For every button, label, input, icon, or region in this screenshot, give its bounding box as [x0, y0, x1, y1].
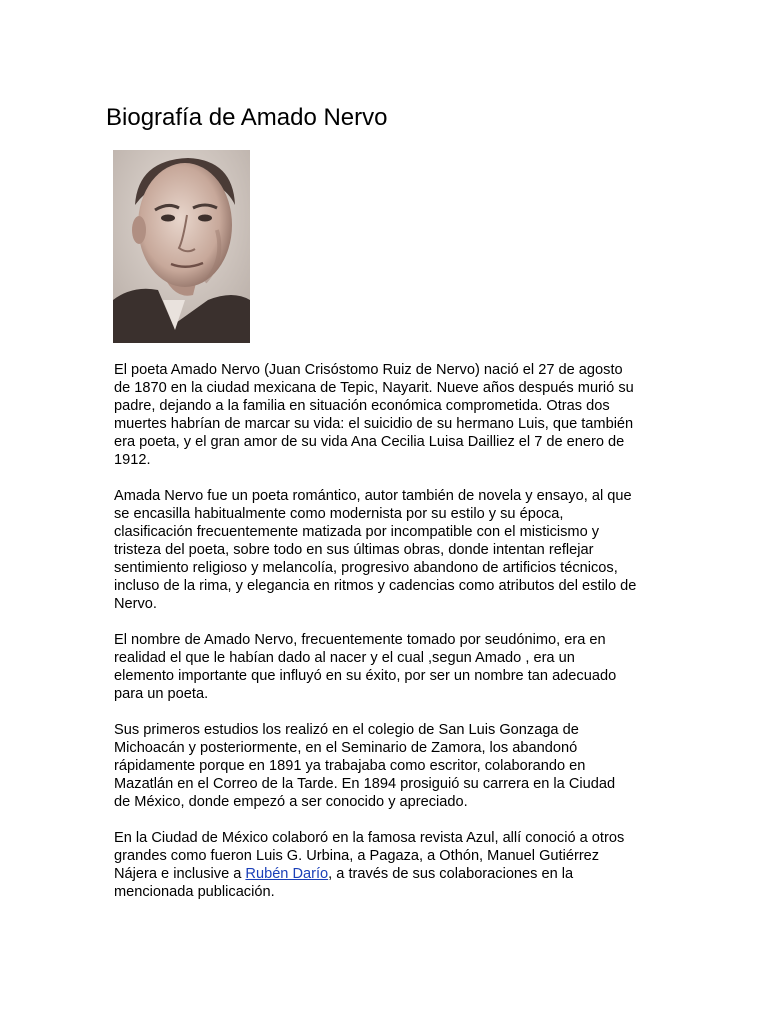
text-line: para un poeta. — [114, 686, 209, 702]
text-line: sentimiento religioso y melancolía, progresivo abandono de artificios técnicos, — [114, 560, 618, 576]
paragraph-3 — [114, 631, 662, 703]
text-line: rápidamente porque en 1891 ya trabajaba como escritor, colaborando en — [114, 758, 586, 774]
biography-body — [114, 361, 662, 919]
text-line: En la Ciudad de México colaboró en la famosa revista Azul, allí conoció a otros — [114, 830, 625, 846]
text-line: Michoacán y posteriormente, en el Seminario de Zamora, los abandonó — [114, 740, 578, 756]
text-line-with-link — [114, 865, 662, 883]
text-line: incluso de la rima, y elegancia en ritmos y cadencias como atributos del estilo de — [114, 578, 637, 594]
text-line: era poeta, y el gran amor de su vida Ana Cecilia Luisa Dailliez el 7 de enero de — [114, 434, 625, 450]
text-line: tristeza del poeta, sobre todo en sus últimas obras, donde intentan reflejar — [114, 542, 594, 558]
text-segment: Nájera e inclusive a — [114, 866, 246, 882]
text-line: padre, dejando a la familia en situación económica comprometida. Otras dos — [114, 398, 610, 414]
text-line: El nombre de Amado Nervo, frecuentemente tomado por seudónimo, era en — [114, 632, 606, 648]
text-line: mencionada publicación. — [114, 884, 275, 900]
text-segment: , a través de sus colaboraciones en la — [328, 866, 574, 882]
text-line: Amada Nervo fue un poeta romántico, autor también de novela y ensayo, al que — [114, 488, 632, 504]
text-line: Nervo. — [114, 596, 157, 612]
paragraph-4 — [114, 721, 662, 811]
paragraph-1 — [114, 361, 662, 469]
text-line: El poeta Amado Nervo (Juan Crisóstomo Ruiz de Nervo) nació el 27 de agosto — [114, 362, 623, 378]
portrait-photo — [113, 150, 250, 343]
text-line: realidad el que le habían dado al nacer y el cual ,segun Amado , era un — [114, 650, 575, 666]
text-line: se encasilla habitualmente como modernista por su estilo y su época, — [114, 506, 564, 522]
text-line: muertes habrían de marcar su vida: el suicidio de su hermano Luis, que también — [114, 416, 634, 432]
text-line: elemento importante que influyó en su éxito, por ser un nombre tan adecuado — [114, 668, 617, 684]
text-line: 1912. — [114, 452, 151, 468]
paragraph-5 — [114, 829, 662, 901]
text-line: de 1870 en la ciudad mexicana de Tepic, Nayarit. Nueve años después murió su — [114, 380, 634, 396]
paragraph-2 — [114, 487, 662, 613]
page-title: Biografía de Amado Nervo — [106, 104, 388, 131]
text-line: de México, donde empezó a ser conocido y apreciado. — [114, 794, 468, 810]
text-line: Mazatlán en el Correo de la Tarde. En 1894 prosiguió su carrera en la Ciudad — [114, 776, 616, 792]
text-line: Sus primeros estudios los realizó en el colegio de San Luis Gonzaga de — [114, 722, 579, 738]
text-line: grandes como fueron Luis G. Urbina, a Pagaza, a Othón, Manuel Gutiérrez — [114, 848, 600, 864]
ruben-dario-link[interactable]: Rubén Darío — [245, 866, 329, 882]
portrait-illustration — [113, 150, 250, 343]
text-line: clasificación frecuentemente matizada por incompatible con el misticismo y — [114, 524, 600, 540]
